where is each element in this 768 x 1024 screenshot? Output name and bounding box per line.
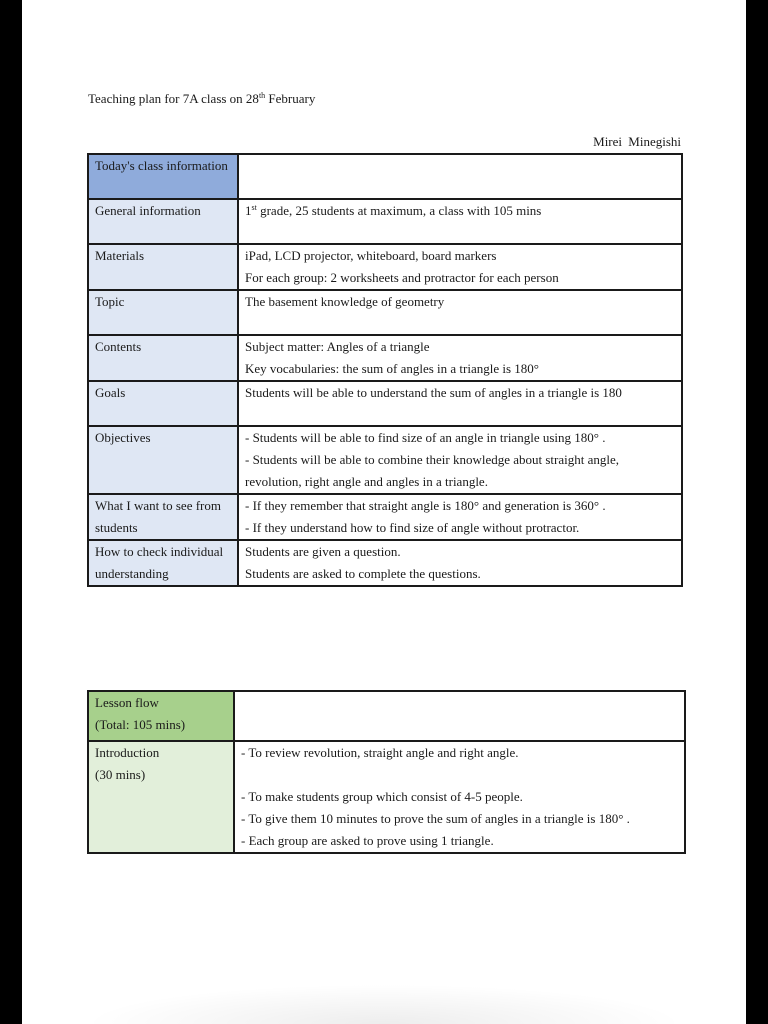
document-title bbox=[88, 90, 315, 108]
table-header-row bbox=[88, 154, 682, 199]
header-empty-cell bbox=[238, 154, 682, 199]
value-line: Students are asked to complete the questions. bbox=[245, 566, 481, 581]
lesson-flow-table bbox=[87, 690, 686, 854]
value-line: iPad, LCD projector, whiteboard, board markers bbox=[245, 248, 497, 263]
activity-line: - To review revolution, straight angle and right angle. bbox=[241, 745, 519, 760]
value-line: - Students will be able to combine their knowledge about straight angle, revolution, right angle and angles in a triangle. bbox=[245, 452, 620, 489]
lesson-flow-title: Lesson flow bbox=[95, 695, 159, 710]
table-row bbox=[88, 741, 685, 853]
activity-line: - To make students group which consist of 4-5 people. bbox=[241, 789, 523, 804]
table-row bbox=[88, 426, 682, 494]
phase-name: Introduction bbox=[95, 745, 160, 760]
row-label: Goals bbox=[88, 381, 238, 426]
activity-line: - Each group are asked to prove using 1 triangle. bbox=[241, 833, 494, 848]
page-bottom-shadow bbox=[82, 984, 686, 1024]
value-line: Students will be able to understand the sum of angles in a triangle is 180 bbox=[245, 385, 622, 400]
table-row bbox=[88, 199, 682, 244]
row-label: General information bbox=[88, 199, 238, 244]
phase-activities bbox=[234, 741, 685, 853]
value-line: Key vocabularies: the sum of angles in a triangle is 180° bbox=[245, 361, 540, 376]
row-label: What I want to see from students bbox=[88, 494, 238, 540]
title-month: February bbox=[265, 91, 316, 106]
class-info-table bbox=[87, 153, 683, 587]
row-label: How to check individual understanding bbox=[88, 540, 238, 586]
table-row bbox=[88, 540, 682, 586]
value-line: For each group: 2 worksheets and protractor for each person bbox=[245, 270, 559, 285]
value-line: 1st grade, 25 students at maximum, a class with 105 mins bbox=[245, 203, 542, 218]
table-row bbox=[88, 494, 682, 540]
row-value bbox=[238, 199, 682, 244]
value-line: - If they understand how to find size of angle without protractor. bbox=[245, 520, 580, 535]
row-value bbox=[238, 540, 682, 586]
title-text: Teaching plan for 7A class on 28 bbox=[88, 91, 259, 106]
row-value bbox=[238, 335, 682, 381]
row-value bbox=[238, 426, 682, 494]
lesson-flow-total: (Total: 105 mins) bbox=[95, 717, 186, 732]
row-value bbox=[238, 290, 682, 335]
value-line: Students are given a question. bbox=[245, 544, 401, 559]
table-row bbox=[88, 335, 682, 381]
lesson-flow-header bbox=[88, 691, 234, 741]
row-label: Topic bbox=[88, 290, 238, 335]
document-page bbox=[22, 0, 746, 1024]
title-ordinal: th bbox=[258, 91, 266, 100]
phase-label bbox=[88, 741, 234, 853]
value-line: - If they remember that straight angle is 180° and generation is 360° . bbox=[245, 498, 606, 513]
row-label: Contents bbox=[88, 335, 238, 381]
value-line: The basement knowledge of geometry bbox=[245, 294, 445, 309]
header-empty-cell bbox=[234, 691, 685, 741]
row-value bbox=[238, 244, 682, 290]
table-row bbox=[88, 290, 682, 335]
table-row bbox=[88, 381, 682, 426]
blank-line bbox=[241, 764, 678, 786]
table-header-row bbox=[88, 691, 685, 741]
class-info-header: Today's class information bbox=[88, 154, 238, 199]
phase-duration: (30 mins) bbox=[95, 767, 146, 782]
value-line: - Students will be able to find size of an angle in triangle using 180° . bbox=[245, 430, 606, 445]
row-value bbox=[238, 381, 682, 426]
row-label: Materials bbox=[88, 244, 238, 290]
row-value bbox=[238, 494, 682, 540]
row-label: Objectives bbox=[88, 426, 238, 494]
activity-line: - To give them 10 minutes to prove the sum of angles in a triangle is 180° . bbox=[241, 811, 630, 826]
author-name: Mirei Minegishi bbox=[593, 134, 681, 149]
value-line: Subject matter: Angles of a triangle bbox=[245, 339, 430, 354]
table-row bbox=[88, 244, 682, 290]
